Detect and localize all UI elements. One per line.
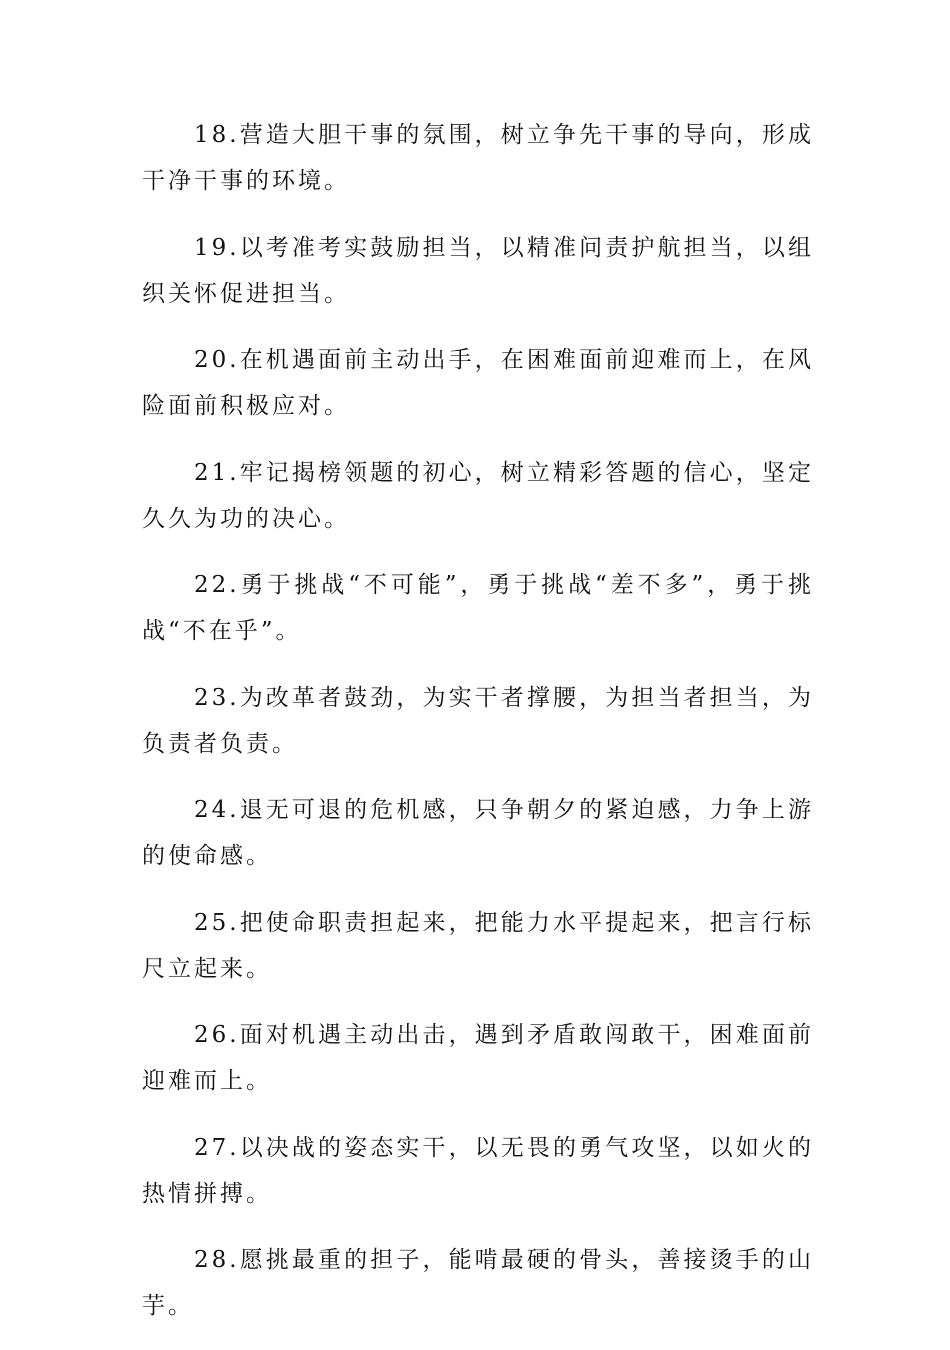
document-body — [142, 112, 814, 1350]
paragraph-24: 24.退无可退的危机感，只争朝夕的紧迫感，力争上游的使命感。 — [142, 797, 814, 869]
paragraph-22: 22.勇于挑战“不可能”，勇于挑战“差不多”，勇于挑战“不在乎”。 — [142, 572, 814, 644]
paragraph-20: 20.在机遇面前主动出手，在困难面前迎难而上，在风险面前积极应对。 — [142, 347, 814, 419]
paragraph-28: 28.愿挑最重的担子，能啃最硬的骨头，善接烫手的山芋。 — [142, 1247, 814, 1319]
paragraph-27: 27.以决战的姿态实干，以无畏的勇气攻坚，以如火的热情拼搏。 — [142, 1134, 814, 1207]
paragraph-25: 25.把使命职责担起来，把能力水平提起来，把言行标尺立起来。 — [142, 909, 814, 982]
paragraph-19: 19.以考准考实鼓励担当，以精准问责护航担当，以组织关怀促进担当。 — [142, 234, 814, 307]
paragraph-21: 21.牢记揭榜领题的初心，树立精彩答题的信心，坚定久久为功的决心。 — [142, 459, 814, 532]
paragraph-18: 18.营造大胆干事的氛围，树立争先干事的导向，形成干净干事的环境。 — [142, 122, 814, 194]
paragraph-23: 23.为改革者鼓劲，为实干者撑腰，为担当者担当，为负责者负责。 — [142, 684, 814, 757]
paragraph-26: 26.面对机遇主动出击，遇到矛盾敢闯敢干，困难面前迎难而上。 — [142, 1022, 814, 1094]
